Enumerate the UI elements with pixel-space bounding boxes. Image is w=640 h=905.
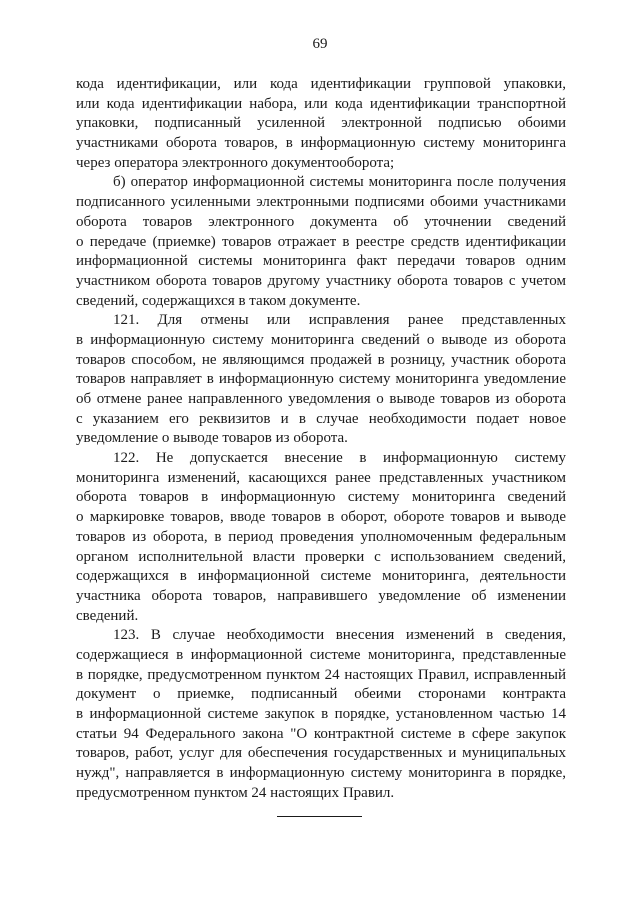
text-line: 123. В случае необходимости внесения изменений в сведения, [113, 627, 566, 644]
text-line: упаковки, подписанный усиленной электронной подписью обоими [76, 115, 566, 132]
text-line: в информационную систему мониторинга сведений о выводе из оборота [76, 331, 566, 348]
text-line: б) оператор информационной системы мониторинга после получения [113, 174, 566, 191]
text-line: сведений. [76, 607, 139, 624]
text-line: документ о приемке, подписанный обеими сторонами контракта [76, 686, 566, 703]
text-line: предусмотренном пунктом 24 настоящих Правил. [76, 784, 395, 801]
text-line: в порядке, предусмотренном пунктом 24 настоящих Правил, исправленный [76, 666, 566, 683]
text-line: о маркировке товаров, вводе товаров в оборот, обороте товаров и выводе [76, 509, 566, 526]
text-line: участниками оборота товаров, в информационную систему мониторинга [76, 135, 566, 152]
text-line: уведомление о выводе товаров из оборота. [76, 430, 348, 447]
text-line: участником оборота товаров другому участнику оборота товаров с учетом [76, 272, 566, 289]
paragraph [76, 626, 566, 803]
text-line: об отмене ранее направленного уведомления о выводе товаров из оборота [76, 391, 566, 407]
text-line: информационной системы мониторинга факт передачи товаров одним [76, 253, 566, 270]
text-line: оборота товаров в информационную систему мониторинга сведений [76, 489, 566, 506]
text-line: мониторинга изменений, касающихся ранее представленных участником [76, 469, 566, 486]
text-line: товаров способом, не являющимся продажей в розницу, участник оборота [76, 351, 566, 368]
text-line: статьи 94 Федерального закона "О контрактной системе в сфере закупок [76, 725, 566, 742]
page-number: 69 [312, 36, 328, 52]
text-line: товаров направляет в информационную систему мониторинга уведомление [76, 371, 566, 388]
paragraph [76, 311, 566, 449]
body-text [76, 75, 566, 803]
text-line: оборота товаров электронного документа об уточнении сведений [76, 213, 566, 230]
text-line: о передаче (приемке) товаров отражает в реестре средств идентификации [76, 233, 566, 250]
text-line: участника оборота товаров, направившего уведомление об изменении [76, 587, 566, 604]
text-line: сведений, содержащихся в таком документе. [76, 292, 361, 309]
paragraph [76, 173, 566, 311]
text-line: 121. Для отмены или исправления ранее представленных [113, 312, 566, 329]
text-line: кода идентификации, или кода идентификации групповой упаковки, [76, 76, 566, 92]
text-line: нужд", направляется в информационную систему мониторинга в порядке, [76, 765, 566, 782]
paragraph [76, 449, 566, 626]
text-line: содержащихся в информационной системе мониторинга, деятельности [76, 568, 566, 585]
separator-line [277, 816, 362, 817]
text-line: подписанного усиленными электронными подписями обоими участниками [76, 194, 566, 211]
text-line: товаров из оборота, в период проведения уполномоченным федеральным [76, 528, 566, 545]
text-line: в информационной системе закупок в порядке, установленном частью 14 [76, 706, 566, 722]
text-line: через оператора электронного документооборота; [76, 154, 395, 171]
text-line: товаров, работ, услуг для обеспечения государственных и муниципальных [76, 745, 566, 762]
text-line: с указанием его реквизитов и в случае необходимости подает новое [76, 410, 566, 427]
text-line: или кода идентификации набора, или кода идентификации транспортной [76, 95, 566, 112]
text-line: органом исполнительной власти проверки с использованием сведений, [76, 548, 566, 565]
text-line: 122. Не допускается внесение в информационную систему [113, 450, 566, 467]
text-line: содержащиеся в информационной системе мониторинга, представленные [76, 646, 566, 663]
paragraph [76, 75, 566, 173]
